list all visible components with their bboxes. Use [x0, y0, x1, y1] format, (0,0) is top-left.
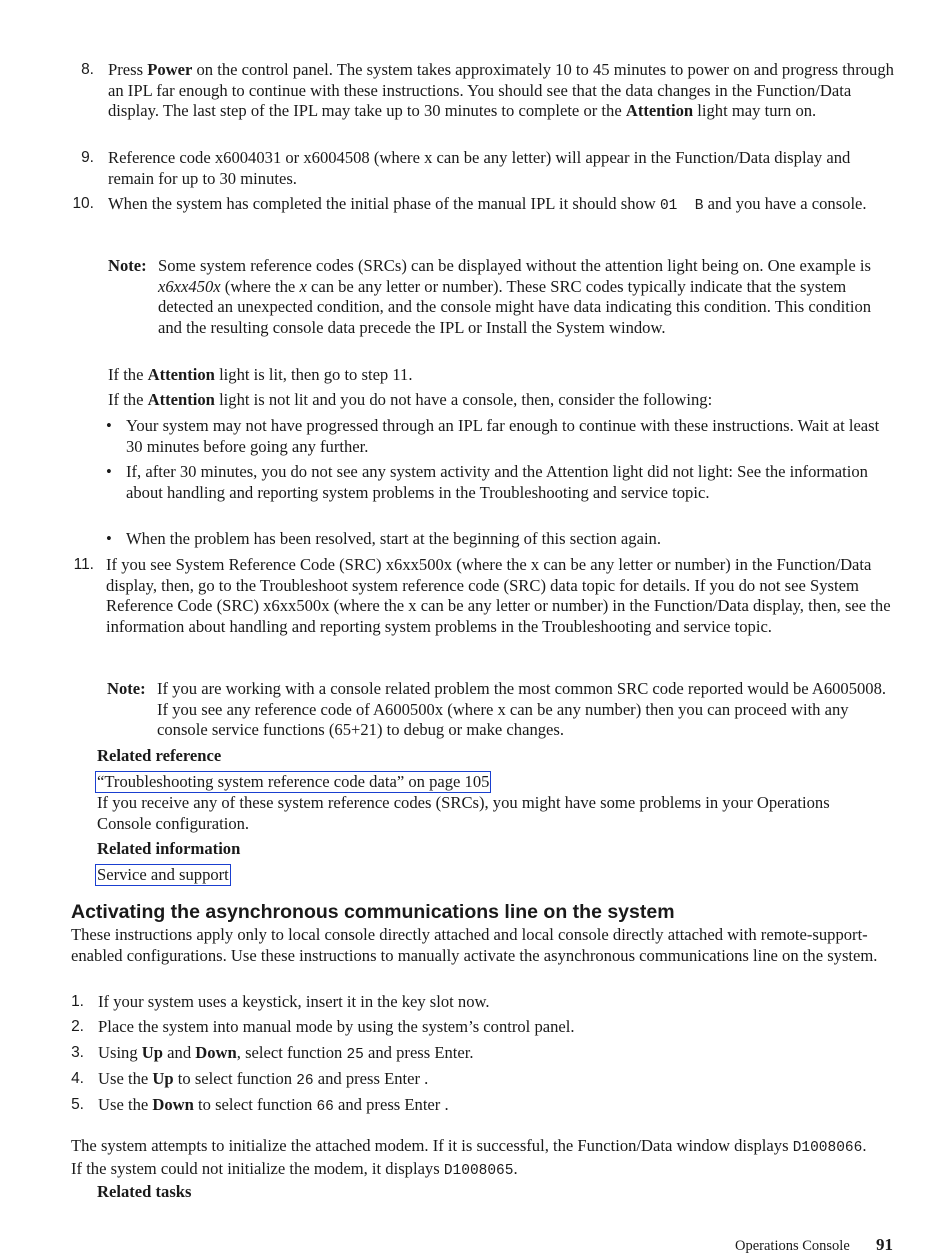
step-body: Use the Up to select function 26 and press Enter . — [98, 1069, 429, 1089]
step-body: Use the Down to select function 66 and press Enter . — [98, 1095, 449, 1115]
success-code: D1008066 — [792, 1140, 863, 1156]
attention-lit-paragraph: If the Attention light is lit, then go to step 11. — [108, 365, 413, 384]
list-item: • Your system may not have progressed through an IPL far enough to continue with these instructions. Wait at least 30 minutes before going any further. — [106, 416, 880, 456]
step-body: If your system uses a keystick, insert it in the key slot now. — [98, 992, 490, 1011]
bullet-icon: • — [106, 529, 112, 548]
note-label: Note: — [107, 679, 146, 698]
bullet-icon: • — [106, 462, 112, 481]
step-number: 11. — [73, 556, 94, 573]
step-body: Press Power on the control panel. The system takes approximately 10 to 45 minutes to power on and progress through an IPL far enough to continue with these instructions. You should see that the data changes in the Function/Data display. The last step of the IPL may take up to 30 minutes to complete or the Attention light may turn on. — [108, 60, 894, 121]
related-reference-description: If you receive any of these system reference codes (SRCs), you might have some problems in your Operations Console configuration. — [97, 793, 830, 833]
page-number: 91 — [876, 1235, 893, 1254]
function-code: 26 — [296, 1073, 314, 1089]
power-term: Power — [147, 60, 193, 79]
step-body: When the system has completed the initial phase of the manual IPL it should show 01 B and you have a console. — [108, 194, 867, 214]
list-item: • When the problem has been resolved, start at the beginning of this section again. — [106, 529, 661, 548]
troubleshooting-src-link[interactable]: “Troubleshooting system reference code data” on page 105 — [97, 772, 490, 791]
result-paragraph: The system attempts to initialize the attached modem. If it is successful, the Function/Data window displays D1008066. If the system could not initialize the modem, it displays D1008065. — [71, 1136, 867, 1179]
footer-title: Operations Console — [735, 1238, 850, 1254]
step-number: 1. — [71, 993, 84, 1010]
function-code: 66 — [316, 1099, 334, 1115]
step-number: 9. — [81, 149, 94, 166]
related-information-label: Related information — [97, 839, 241, 858]
step-body: Using Up and Down, select function 25 and press Enter. — [98, 1043, 474, 1063]
attention-term: Attention — [625, 101, 694, 121]
note-text: Some system reference codes (SRCs) can be displayed without the attention light being on. One example is x6xx450x (where the x can be any letter or number). These SRC codes typically indicate that the system detected an unexpected condition, and the console might have data indicating this condition. This condition and the resulting console data precede the IPL or Install the System window. — [158, 256, 872, 337]
attention-not-lit-paragraph: If the Attention light is not lit and you do not have a console, then, consider the following: — [108, 390, 713, 409]
step-number: 10. — [72, 195, 94, 212]
section-heading: Activating the asynchronous communications line on the system — [71, 901, 675, 923]
service-and-support-link[interactable]: Service and support — [97, 865, 229, 884]
step-number: 2. — [71, 1018, 84, 1035]
failure-code: D1008065 — [443, 1162, 514, 1179]
step-body: If you see System Reference Code (SRC) x6xx500x (where the x can be any letter or number) in the Function/Data display, then, go to the Troubleshoot system reference code (SRC) data topic for details. If you do not see System Reference Code (SRC) x6xx500x (where the x can be any letter or number) in the Function/Data display, then, see the information about handling and reporting system problems in the Troubleshooting and service topic. — [106, 555, 891, 636]
step-body: Reference code x6004031 or x6004508 (where x can be any letter) will appear in the Function/Data display and remain for up to 30 minutes. — [108, 148, 851, 188]
related-tasks-label: Related tasks — [97, 1182, 192, 1201]
step-body: Place the system into manual mode by using the system’s control panel. — [98, 1017, 575, 1036]
list-item: • If, after 30 minutes, you do not see any system activity and the Attention light did not light: See the information about handling and reporting system problems in the Troubleshooting and service topic. — [106, 462, 868, 502]
code-value: 01 B — [659, 198, 704, 214]
step-number: 3. — [71, 1044, 84, 1061]
note-label: Note: — [108, 256, 147, 275]
note-text: If you are working with a console related problem the most common SRC code reported would be A6005008. If you see any reference code of A600500x (where x can be any number) then you can proceed with any console service functions (65+21) to debug or make changes. — [157, 679, 887, 740]
step-number: 5. — [71, 1096, 84, 1113]
function-code: 25 — [346, 1047, 364, 1063]
section-intro: These instructions apply only to local console directly attached and local console directly attached with remote-support-enabled configurations. Use these instructions to manually activate the asynchronous communications line on the system. — [71, 925, 878, 965]
step-number: 8. — [81, 61, 94, 78]
step-number: 4. — [71, 1070, 84, 1087]
related-reference-label: Related reference — [97, 746, 222, 765]
bullet-icon: • — [106, 416, 112, 435]
